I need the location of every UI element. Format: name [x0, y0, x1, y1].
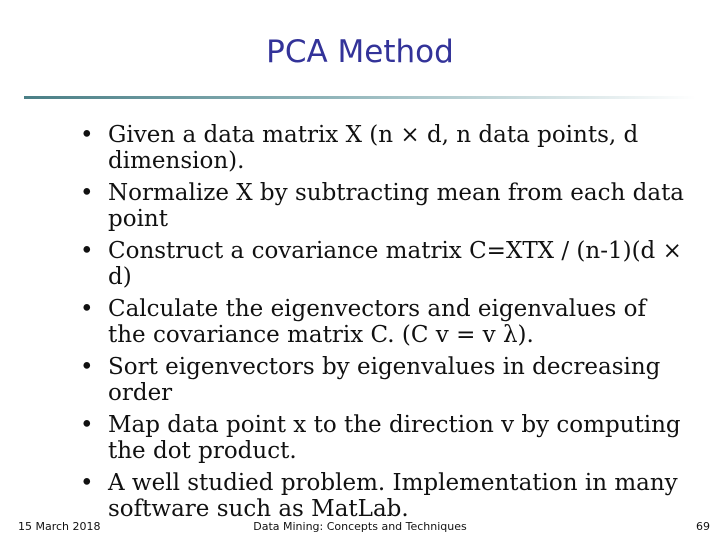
- bullet-dot-icon: •: [80, 412, 94, 438]
- bullet-dot-icon: •: [80, 122, 94, 148]
- footer-course-title: Data Mining: Concepts and Techniques: [253, 520, 467, 533]
- bullet-text: Calculate the eigenvectors and eigenvalues of the covariance matrix C. (C v = v λ).: [108, 296, 647, 348]
- bullet-text: Normalize X by subtracting mean from each data point: [108, 180, 685, 232]
- bullet-item: [76, 354, 686, 406]
- bullet-dot-icon: •: [80, 354, 94, 380]
- bullet-text: A well studied problem. Implementation in many software such as MatLab.: [108, 470, 678, 522]
- bullet-dot-icon: •: [80, 238, 94, 264]
- footer-page-number: 69: [696, 520, 710, 533]
- bullet-item: [76, 296, 686, 348]
- title-divider: [24, 96, 696, 99]
- bullet-item: [76, 412, 686, 464]
- footer-date: 15 March 2018: [18, 520, 101, 533]
- bullet-dot-icon: •: [80, 180, 94, 206]
- bullet-item: [76, 180, 686, 232]
- bullet-dot-icon: •: [80, 296, 94, 322]
- bullet-text: Construct a covariance matrix C=XTX / (n-1)(d × d): [108, 238, 682, 290]
- bullet-item: [76, 470, 686, 522]
- slide-title: PCA Method: [266, 34, 454, 70]
- bullet-item: [76, 238, 686, 290]
- bullet-text: Sort eigenvectors by eigenvalues in decreasing order: [108, 354, 661, 406]
- bullet-dot-icon: •: [80, 470, 94, 496]
- bullet-text: Given a data matrix X (n × d, n data points, d dimension).: [108, 122, 639, 174]
- bullet-item: [76, 122, 686, 174]
- bullet-text: Map data point x to the direction v by computing the dot product.: [108, 412, 681, 464]
- bullet-list: [76, 122, 686, 528]
